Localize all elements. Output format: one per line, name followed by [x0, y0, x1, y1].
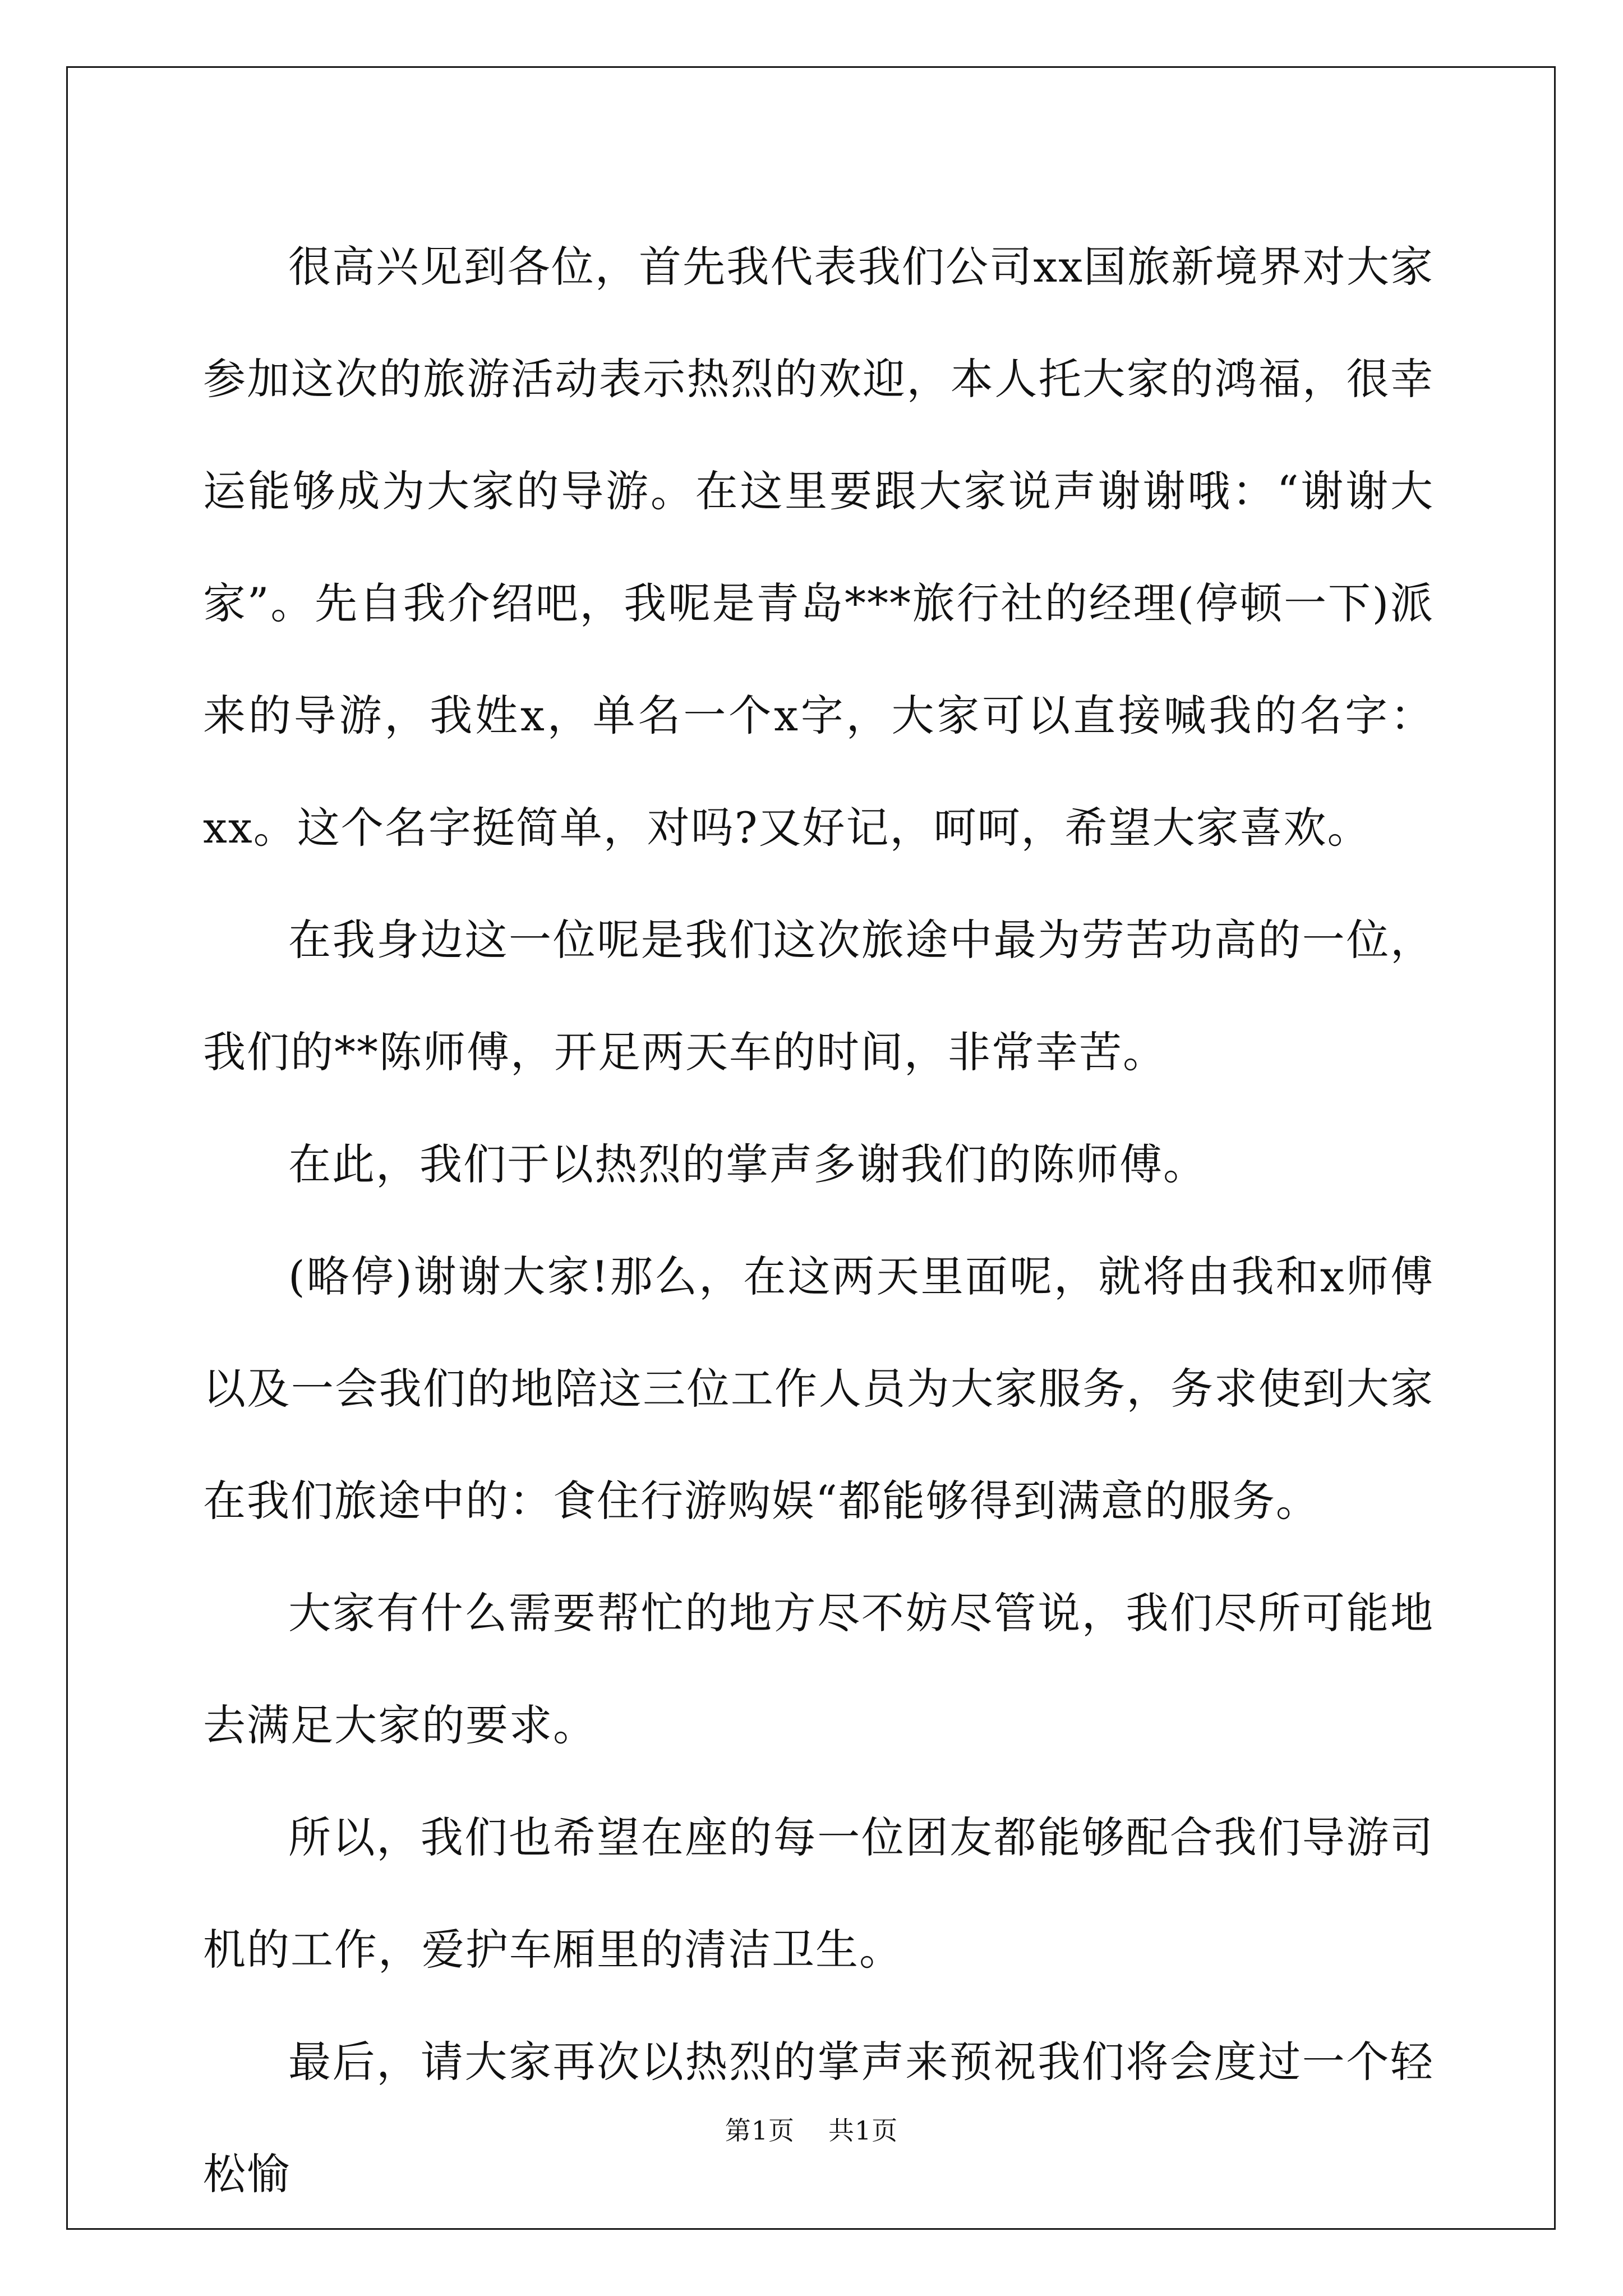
page-footer: [0, 2110, 1623, 2147]
paragraph-5: 大家有什么需要帮忙的地方尽不妨尽管说，我们尽所可能地去满足大家的要求。: [203, 1588, 1434, 1750]
paragraph-2: 在我身边这一位呢是我们这次旅途中最为劳苦功高的一位，我们的**陈师傅，开足两天车的时间，非常幸苦。: [203, 915, 1434, 1077]
page-number-current: 第1页: [725, 2115, 795, 2146]
paragraph-7: 最后，请大家再次以热烈的掌声来预祝我们将会度过一个轻松愉: [203, 2037, 1434, 2199]
page-number-total: 共1页: [828, 2115, 898, 2146]
document-body: [203, 211, 1434, 2230]
paragraph-3: 在此，我们于以热烈的掌声多谢我们的陈师傅。: [288, 1139, 1207, 1189]
paragraph-6: 所以，我们也希望在座的每一位团友都能够配合我们导游司机的工作，爱护车厢里的清洁卫生。: [203, 1812, 1434, 1975]
paragraph-4: (略停)谢谢大家!那么，在这两天里面呢，就将由我和x师傅以及一会我们的地陪这三位工作人员为大家服务，务求使到大家在我们旅途中的：食住行游购娱“都能够得到满意的服务。: [203, 1251, 1434, 1526]
paragraph-1: 很高兴见到各位，首先我代表我们公司xx国旅新境界对大家参加这次的旅游活动表示热烈的欢迎，本人托大家的鸿福，很幸运能够成为大家的导游。在这里要跟大家说声谢谢哦：“谢谢大家”。先自我介绍吧，我呢是青岛***旅行社的经理(停顿一下)派来的导游，我姓x，单名一个x字，大家可以直接喊我的名字：xx。这个名字挺简单，对吗?又好记，呵呵，希望大家喜欢。: [203, 242, 1434, 853]
